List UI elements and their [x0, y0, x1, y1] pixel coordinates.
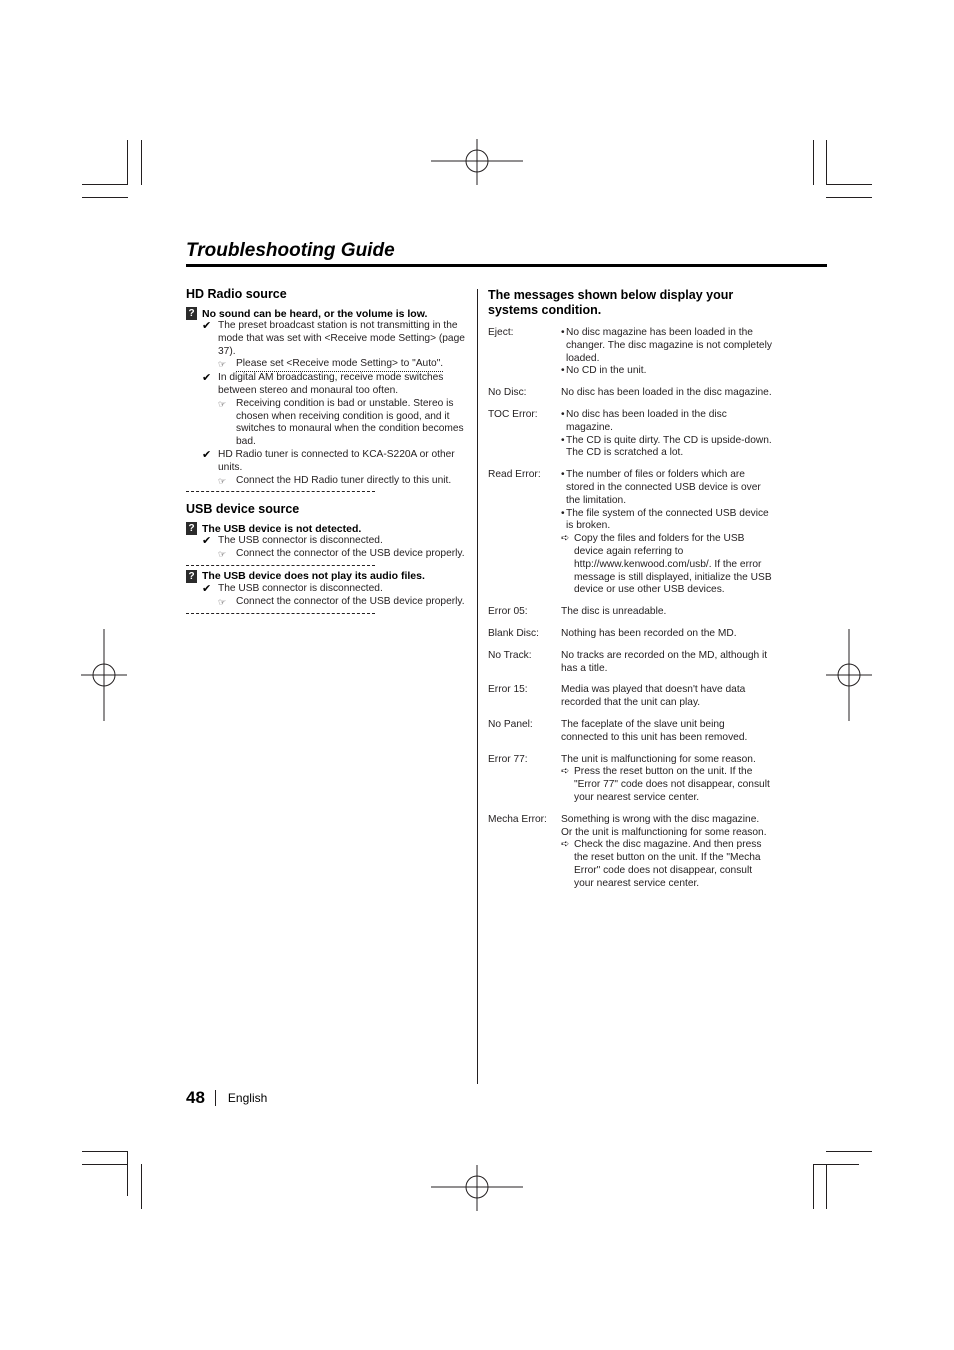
message-row-error-05 — [488, 606, 773, 619]
cause-text: The preset broadcast station is not transmitting in the mode that was set with <Receive mode Setting> (page 37). — [218, 320, 465, 357]
pointing-hand-icon: ☞ — [218, 359, 227, 370]
solution-item — [218, 475, 471, 488]
page-number: 48 — [186, 1088, 205, 1107]
arrow-icon: ➪ — [561, 766, 570, 778]
check-icon: ✔ — [202, 320, 212, 332]
message-text: No tracks are recorded on the MD, although it has a title. — [561, 649, 768, 674]
bullet-icon: • — [561, 434, 565, 446]
bullet-icon: • — [561, 507, 565, 519]
page-title: Troubleshooting Guide — [186, 240, 395, 261]
check-icon: ✔ — [202, 372, 212, 385]
solution-item — [218, 548, 471, 561]
message-text: No CD in the unit. — [566, 365, 647, 377]
message-text: The faceplate of the slave unit being connected to this unit has been removed. — [561, 718, 748, 743]
message-row-error-15 — [488, 684, 773, 710]
question-text: No sound can be heard, or the volume is low. — [202, 307, 428, 320]
cause-item — [202, 320, 471, 358]
message-row-no-panel — [488, 719, 773, 745]
pointing-hand-icon: ☞ — [218, 398, 227, 409]
question-text: The USB device is not detected. — [202, 522, 362, 535]
cause-text: The USB connector is disconnected. — [218, 582, 383, 594]
remedy-text: Check the disc magazine. And then press the reset button on the unit. If the "Mecha Error" code does not disappear, consult your nearest service center. — [574, 839, 762, 889]
message-row-toc-error — [488, 409, 773, 460]
usb-device-heading: USB device source — [186, 502, 300, 517]
message-text: The unit is malfunctioning for some reason. — [561, 753, 756, 765]
page-footer — [186, 1088, 267, 1108]
solution-item — [218, 398, 471, 449]
remedy-text: Press the reset button on the unit. If the "Error 77" code does not disappear, consult your nearest service center. — [574, 766, 770, 803]
message-text: The disc is unreadable. — [561, 606, 667, 618]
solution-item — [218, 596, 471, 609]
check-icon: ✔ — [202, 448, 212, 461]
message-row-error-77 — [488, 754, 773, 805]
pointing-hand-icon: ☞ — [218, 475, 227, 486]
arrow-icon: ➪ — [561, 839, 570, 851]
bullet-icon: • — [561, 327, 565, 338]
solution-text: Connect the connector of the USB device properly. — [236, 595, 465, 607]
message-label: Error 15: — [488, 684, 528, 696]
question-icon: ? — [186, 307, 197, 320]
language-label: English — [227, 1091, 268, 1105]
solution-text: Please set <Receive mode Setting> to "Auto". — [236, 358, 443, 372]
hd-radio-heading: HD Radio source — [186, 287, 287, 301]
message-text: No disc has been loaded in the disc magazine. — [566, 408, 727, 433]
message-row-read-error — [488, 469, 773, 597]
message-label: TOC Error: — [488, 408, 538, 420]
message-label: Eject: — [488, 327, 514, 338]
section-divider — [186, 565, 375, 566]
question-item — [186, 522, 471, 535]
message-label: Blank Disc: — [488, 627, 539, 639]
message-row-no-track — [488, 650, 773, 676]
message-text: Something is wrong with the disc magazine. Or the unit is malfunctioning for some reason. — [561, 813, 767, 838]
cause-item — [202, 535, 471, 548]
message-row-mecha-error — [488, 814, 773, 891]
message-text: No disc has been loaded in the disc magazine. — [561, 387, 772, 399]
message-text: Media was played that doesn't have data recorded that the unit can play. — [561, 684, 746, 709]
check-icon: ✔ — [202, 535, 212, 548]
message-text: The number of files or folders which are stored in the connected USB device is over the limitation. — [566, 469, 761, 506]
message-text: The file system of the connected USB device is broken. — [566, 507, 769, 532]
message-label: No Panel: — [488, 718, 533, 730]
message-text: The CD is quite dirty. The CD is upside-down. The CD is scratched a lot. — [566, 434, 772, 459]
footer-divider — [215, 1090, 216, 1106]
registration-mark-bottom — [431, 1165, 523, 1211]
question-item — [186, 307, 471, 320]
message-row-eject — [488, 327, 773, 378]
question-icon: ? — [186, 570, 197, 583]
cause-item — [202, 372, 471, 398]
message-label: No Track: — [488, 649, 532, 661]
question-item — [186, 570, 471, 583]
section-divider — [186, 613, 375, 614]
solution-text: Receiving condition is bad or unstable. Stereo is chosen when receiving condition is good, and it switches to monaural when the condition becomes bad. — [236, 397, 464, 448]
solution-text: Connect the connector of the USB device properly. — [236, 548, 465, 560]
bullet-icon: • — [561, 469, 565, 481]
message-row-no-disc — [488, 387, 773, 400]
message-label: Mecha Error: — [488, 813, 547, 825]
solution-item — [218, 358, 471, 372]
question-icon: ? — [186, 522, 197, 535]
section-divider — [186, 491, 375, 492]
message-text: Nothing has been recorded on the MD. — [561, 627, 737, 639]
bullet-icon: • — [561, 365, 565, 377]
cause-text: The USB connector is disconnected. — [218, 535, 383, 547]
bullet-icon: • — [561, 408, 565, 420]
registration-mark-top — [431, 139, 523, 185]
arrow-icon: ➪ — [561, 533, 570, 545]
message-row-blank-disc — [488, 628, 773, 641]
pointing-hand-icon: ☞ — [218, 596, 227, 607]
cause-text: In digital AM broadcasting, receive mode switches between stereo and monaural too often. — [218, 372, 444, 396]
messages-heading: The messages shown below display your systems condition. — [488, 288, 734, 317]
left-column — [186, 287, 471, 618]
message-label: Error 77: — [488, 753, 528, 765]
message-label: Error 05: — [488, 606, 528, 618]
question-text: The USB device does not play its audio files. — [202, 570, 425, 583]
registration-mark-right — [826, 629, 872, 721]
registration-mark-left — [81, 629, 127, 721]
cause-item — [202, 583, 471, 596]
message-text: No disc magazine has been loaded in the changer. The disc magazine is not completely loaded. — [566, 327, 772, 364]
right-column — [488, 288, 773, 899]
cause-text: HD Radio tuner is connected to KCA-S220A or other units. — [218, 448, 455, 473]
check-icon: ✔ — [202, 582, 212, 595]
column-divider — [477, 289, 478, 1084]
message-label: Read Error: — [488, 469, 541, 481]
title-rule — [186, 264, 827, 267]
pointing-hand-icon: ☞ — [218, 549, 227, 560]
remedy-text: Copy the files and folders for the USB device again referring to http://www.kenwood.com/usb/. If the error message is still displayed, initialize the USB device or use other USB devices. — [574, 533, 772, 596]
message-label: No Disc: — [488, 387, 527, 399]
cause-item — [202, 449, 471, 475]
solution-text: Connect the HD Radio tuner directly to this unit. — [236, 474, 452, 486]
